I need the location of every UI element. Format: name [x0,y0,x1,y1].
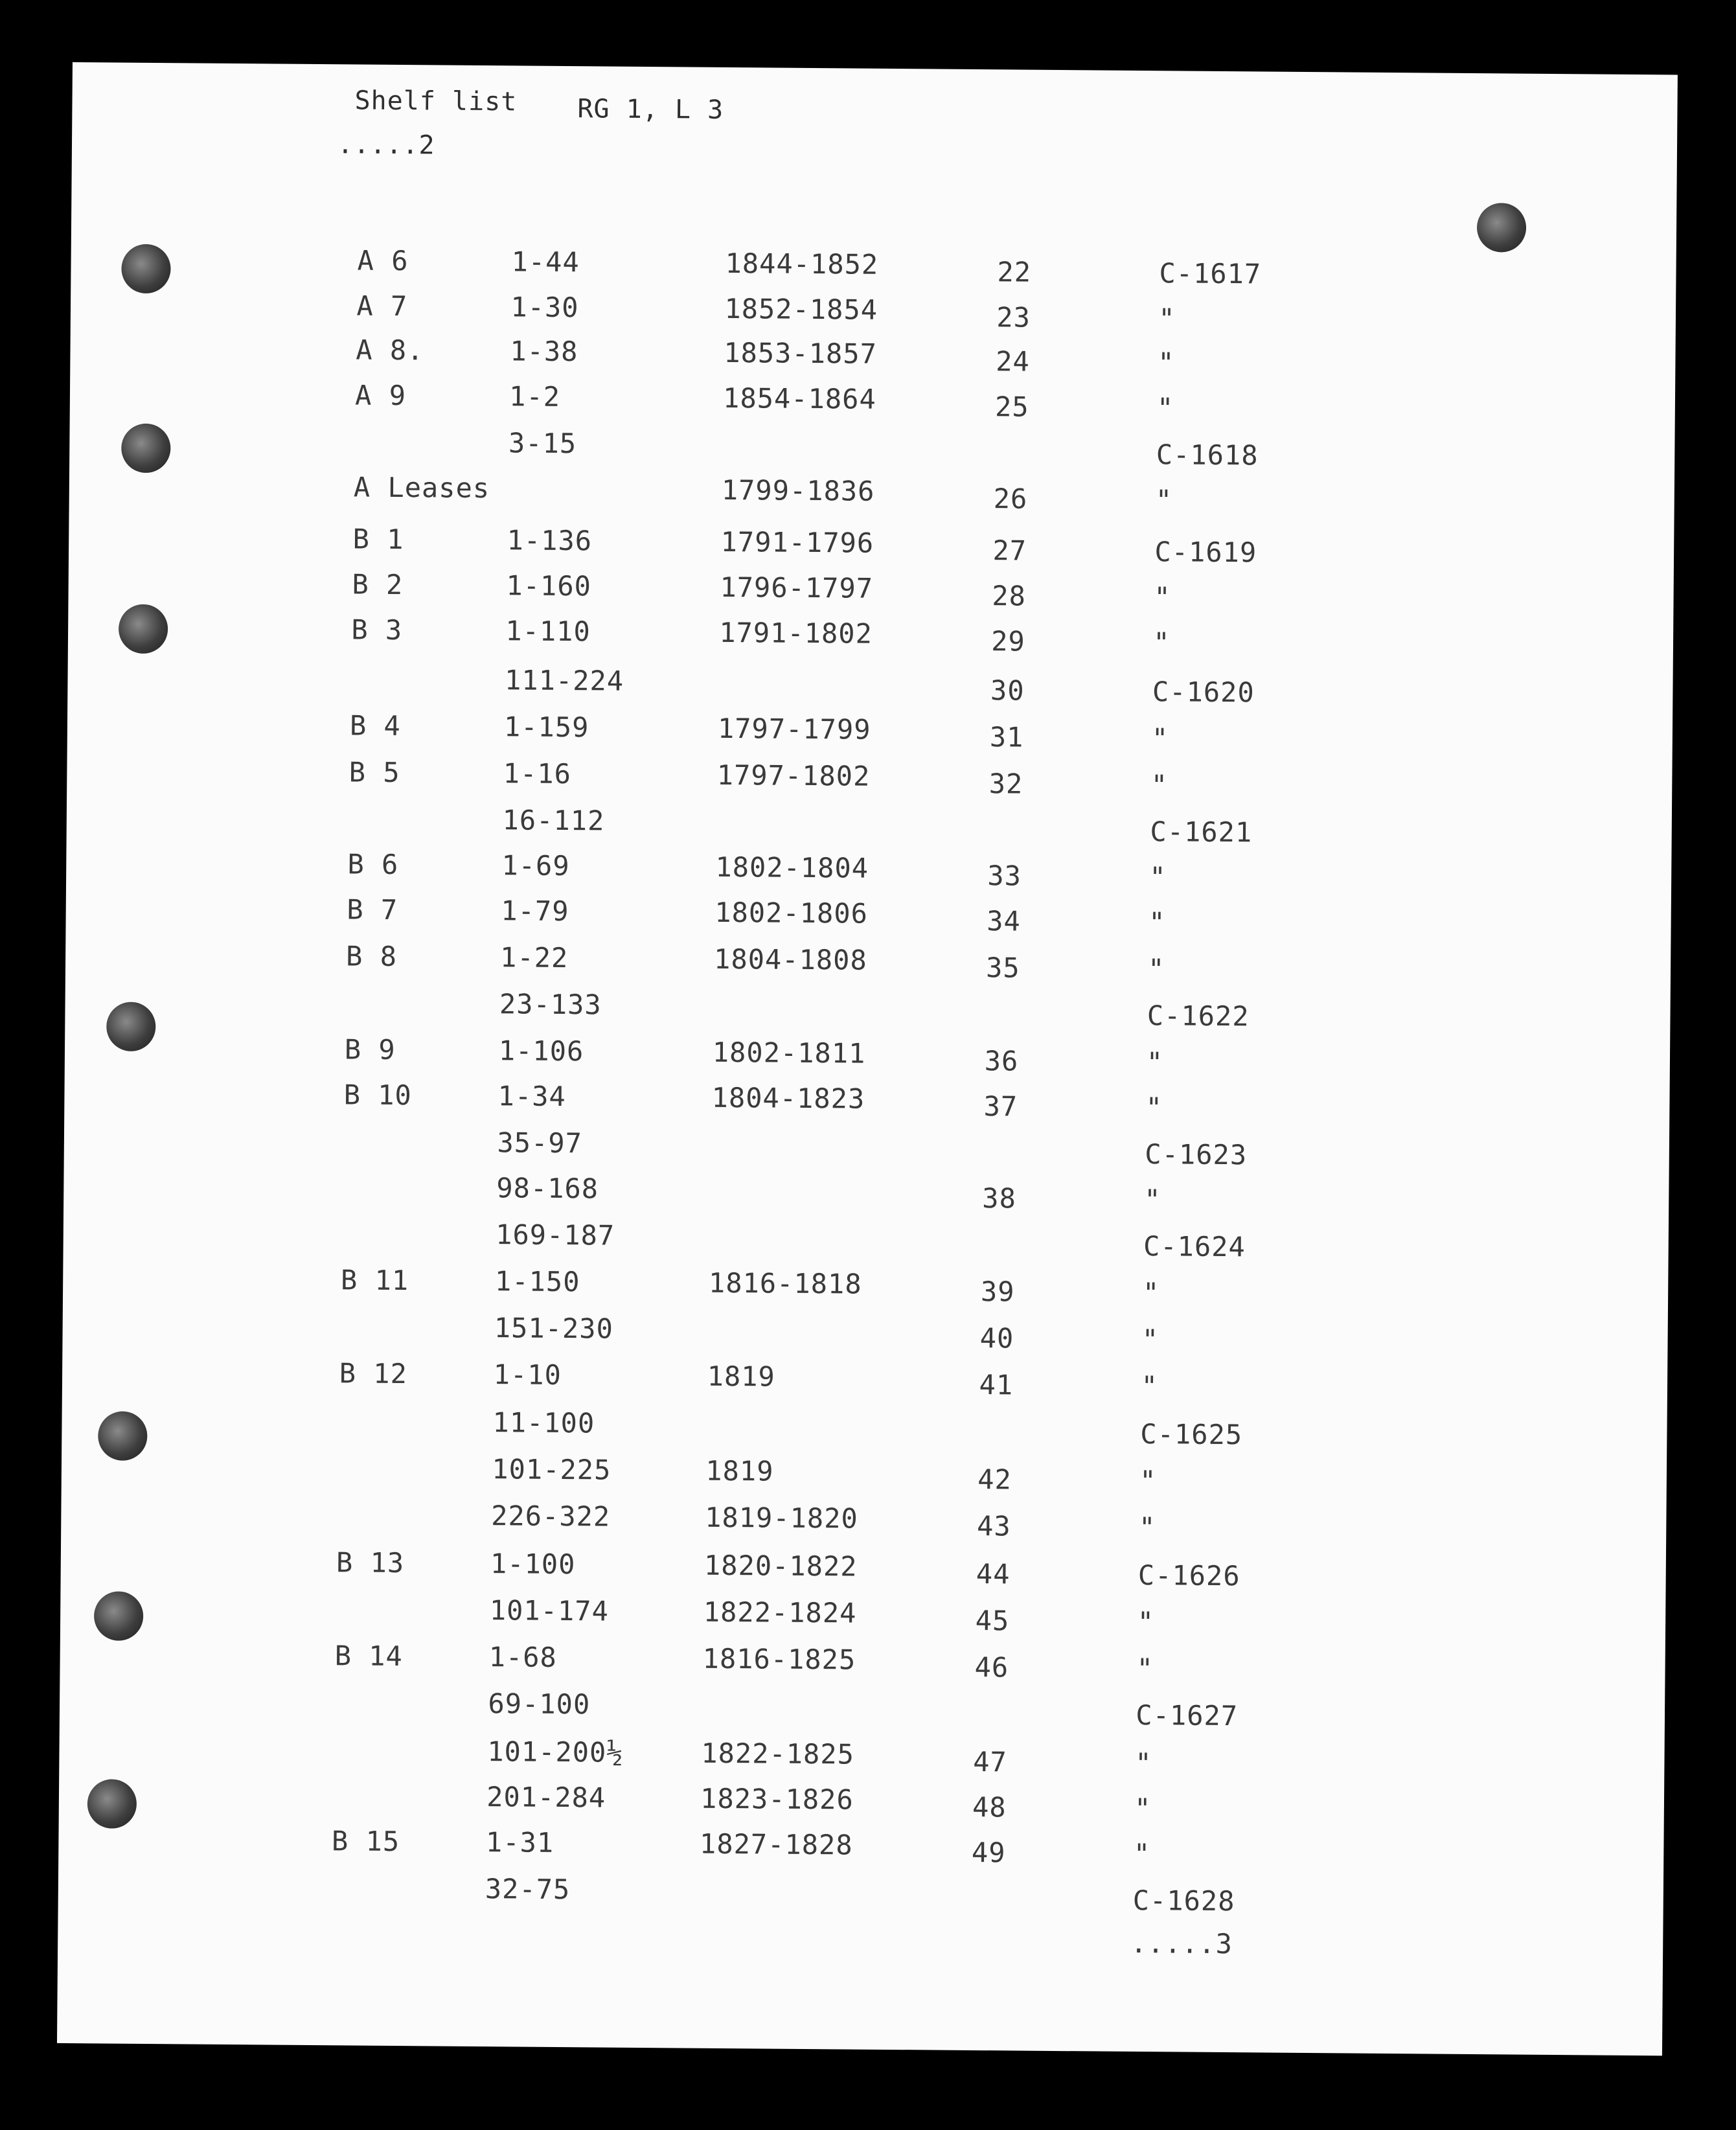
item-range-cell: 16-112 [502,804,605,837]
item-range-cell: 151-230 [494,1312,614,1345]
reel-number-cell: C-1621 [1150,816,1253,849]
punch-hole [94,1591,144,1641]
series-cell: B 14 [334,1640,404,1673]
box-number-cell: 44 [976,1558,1011,1590]
item-range-cell: 1-34 [497,1080,567,1113]
box-number-cell: 29 [991,625,1025,658]
item-range-cell: 1-30 [510,291,579,324]
punch-hole [106,1002,156,1051]
reel-number-cell: C-1620 [1152,676,1255,709]
item-range-cell: 1-159 [503,711,589,744]
punch-hole [1477,203,1527,253]
continuation-marker: .....3 [1130,1927,1233,1960]
reel-number-cell: " [1153,626,1171,659]
reel-number-cell: C-1618 [1156,439,1259,472]
series-cell: B 1 [352,523,404,556]
reel-number-cell: " [1154,581,1171,613]
document-page [57,62,1678,2056]
box-number-cell: 28 [992,580,1027,612]
item-range-cell: 1-10 [493,1358,562,1391]
item-range-cell: 111-224 [504,664,624,697]
box-number-cell: 33 [987,860,1022,892]
series-cell: B 9 [344,1033,396,1066]
item-range-cell: 69-100 [488,1688,591,1721]
reel-number-cell: C-1623 [1145,1138,1248,1171]
date-range-cell: 1822-1825 [701,1737,855,1770]
punch-hole [87,1779,137,1829]
reel-number-cell: C-1628 [1132,1884,1235,1918]
reel-number-cell: C-1617 [1159,257,1262,290]
reel-number-cell: " [1148,906,1166,939]
series-cell: B 8 [345,940,398,972]
box-number-cell: 39 [980,1276,1015,1308]
date-range-cell: 1799-1836 [721,474,875,507]
item-range-cell: 201-284 [486,1781,606,1814]
box-number-cell: 38 [982,1182,1017,1215]
date-range-cell: 1819-1820 [704,1501,858,1535]
date-range-cell: 1802-1804 [715,851,869,884]
date-range-cell: 1797-1799 [717,712,871,746]
reel-number-cell: " [1150,769,1169,801]
reel-number-cell: " [1134,1792,1152,1825]
series-cell: B 13 [336,1546,405,1579]
item-range-cell: 1-79 [501,895,569,928]
reel-number-cell: " [1149,861,1167,893]
reel-number-cell: " [1156,392,1174,424]
box-number-cell: 34 [987,905,1021,937]
punch-hole [121,424,171,474]
date-range-cell: 1816-1818 [708,1266,862,1300]
series-cell: B 4 [349,709,402,742]
item-range-cell: 98-168 [496,1172,599,1205]
series-cell: A 9 [354,379,407,412]
box-number-cell: 42 [977,1463,1012,1496]
reel-number-cell: " [1136,1652,1154,1685]
punch-hole [119,604,168,654]
date-range-cell: 1816-1825 [702,1642,856,1676]
date-range-cell: 1804-1808 [713,943,867,976]
date-range-cell: 1796-1797 [720,571,874,604]
box-number-cell: 26 [993,483,1028,515]
box-number-cell: 40 [979,1322,1014,1355]
item-range-cell: 23-133 [499,988,602,1021]
date-range-cell: 1802-1806 [714,896,869,930]
item-range-cell: 1-38 [510,335,578,368]
reel-number-cell: " [1146,1046,1164,1079]
reel-number-cell: " [1139,1465,1157,1497]
reel-number-cell: " [1144,1184,1161,1216]
reel-number-cell: C-1625 [1140,1418,1243,1451]
item-range-cell: 1-106 [498,1035,584,1068]
item-range-cell: 1-110 [505,615,591,648]
reel-number-cell: " [1155,484,1173,516]
item-range-cell: 1-2 [508,380,561,413]
punch-hole [98,1411,148,1461]
date-range-cell: 1822-1824 [703,1596,857,1629]
date-range-cell: 1797-1802 [716,759,871,792]
series-cell: B 6 [347,848,399,880]
item-range-cell: 1-150 [494,1265,580,1298]
item-range-cell: 1-160 [506,569,592,602]
box-number-cell: 31 [989,721,1024,753]
date-range-cell: 1791-1802 [719,616,873,650]
item-range-cell: 32-75 [485,1873,571,1906]
series-cell: A Leases [353,471,490,505]
record-group-reference: RG 1, L 3 [577,94,724,125]
series-cell: B 7 [347,893,398,926]
reel-number-cell: " [1141,1370,1159,1403]
box-number-cell: 41 [979,1369,1014,1401]
item-range-cell: 169-187 [496,1219,615,1252]
punch-hole [121,244,171,294]
item-range-cell: 226-322 [491,1500,611,1533]
box-number-cell: 46 [974,1651,1009,1684]
box-number-cell: 30 [990,674,1025,707]
box-number-cell: 37 [983,1090,1018,1123]
date-range-cell: 1853-1857 [724,336,878,370]
item-range-cell: 1-69 [501,849,570,882]
item-range-cell: 3-15 [508,427,577,460]
item-range-cell: 101-200½ [487,1735,624,1769]
date-range-cell: 1819 [707,1360,776,1393]
series-cell: A 6 [357,244,409,277]
reel-number-cell: " [1135,1746,1152,1780]
reel-number-cell: " [1158,347,1175,379]
series-cell: B 3 [351,613,403,647]
reel-number-cell: " [1137,1605,1155,1638]
reel-number-cell: C-1624 [1143,1230,1246,1263]
reel-number-cell: " [1133,1837,1151,1870]
series-cell: B 5 [348,756,400,789]
item-range-cell: 1-68 [488,1641,558,1673]
date-range-cell: 1791-1796 [720,525,874,559]
reel-number-cell: C-1626 [1137,1559,1240,1592]
page-marker: .....2 [337,130,435,161]
box-number-cell: 25 [994,391,1029,423]
reel-number-cell: " [1151,722,1169,755]
reel-number-cell: " [1141,1323,1159,1356]
reel-number-cell: " [1158,303,1176,335]
series-cell: A 7 [356,290,408,323]
item-range-cell: 101-225 [492,1453,611,1486]
box-number-cell: 24 [996,345,1030,378]
item-range-cell: 35-97 [497,1127,583,1160]
box-number-cell: 35 [985,952,1020,984]
series-cell: B 12 [339,1357,408,1390]
reel-number-cell: " [1145,1092,1163,1124]
date-range-cell: 1844-1852 [725,247,879,281]
shelf-list-title: Shelf list [354,86,518,117]
box-number-cell: 36 [984,1045,1019,1077]
reel-number-cell: C-1627 [1136,1699,1239,1732]
series-cell: B 15 [331,1825,400,1858]
item-range-cell: 1-31 [485,1826,554,1859]
item-range-cell: 1-16 [503,757,572,790]
reel-number-cell: C-1619 [1154,536,1257,569]
item-range-cell: 1-100 [490,1548,576,1581]
series-cell: B 2 [352,568,404,601]
box-number-cell: 32 [988,768,1023,800]
series-cell: B 11 [340,1264,409,1297]
box-number-cell: 49 [971,1836,1006,1869]
reel-number-cell: " [1147,953,1165,985]
date-range-cell: 1852-1854 [724,292,878,326]
box-number-cell: 22 [997,256,1032,288]
date-range-cell: 1823-1826 [700,1782,854,1816]
box-number-cell: 27 [992,534,1027,567]
item-range-cell: 11-100 [492,1406,595,1439]
box-number-cell: 48 [972,1791,1007,1824]
reel-number-cell: " [1142,1277,1160,1309]
series-cell: A 8. [356,334,424,367]
box-number-cell: 45 [975,1605,1010,1637]
date-range-cell: 1802-1811 [712,1036,866,1070]
item-range-cell: 1-44 [511,246,580,279]
item-range-cell: 1-22 [499,941,569,974]
item-range-cell: 101-174 [489,1594,610,1627]
date-range-cell: 1820-1822 [703,1549,858,1583]
reel-number-cell: " [1138,1511,1156,1544]
reel-number-cell: C-1622 [1147,1000,1250,1033]
date-range-cell: 1854-1864 [722,382,876,415]
box-number-cell: 23 [996,301,1031,334]
box-number-cell: 43 [976,1510,1011,1542]
series-cell: B 10 [343,1079,413,1112]
item-range-cell: 1-136 [507,524,593,557]
date-range-cell: 1804-1823 [711,1081,865,1115]
box-number-cell: 47 [973,1746,1008,1778]
date-range-cell: 1819 [705,1454,774,1487]
date-range-cell: 1827-1828 [699,1827,853,1861]
